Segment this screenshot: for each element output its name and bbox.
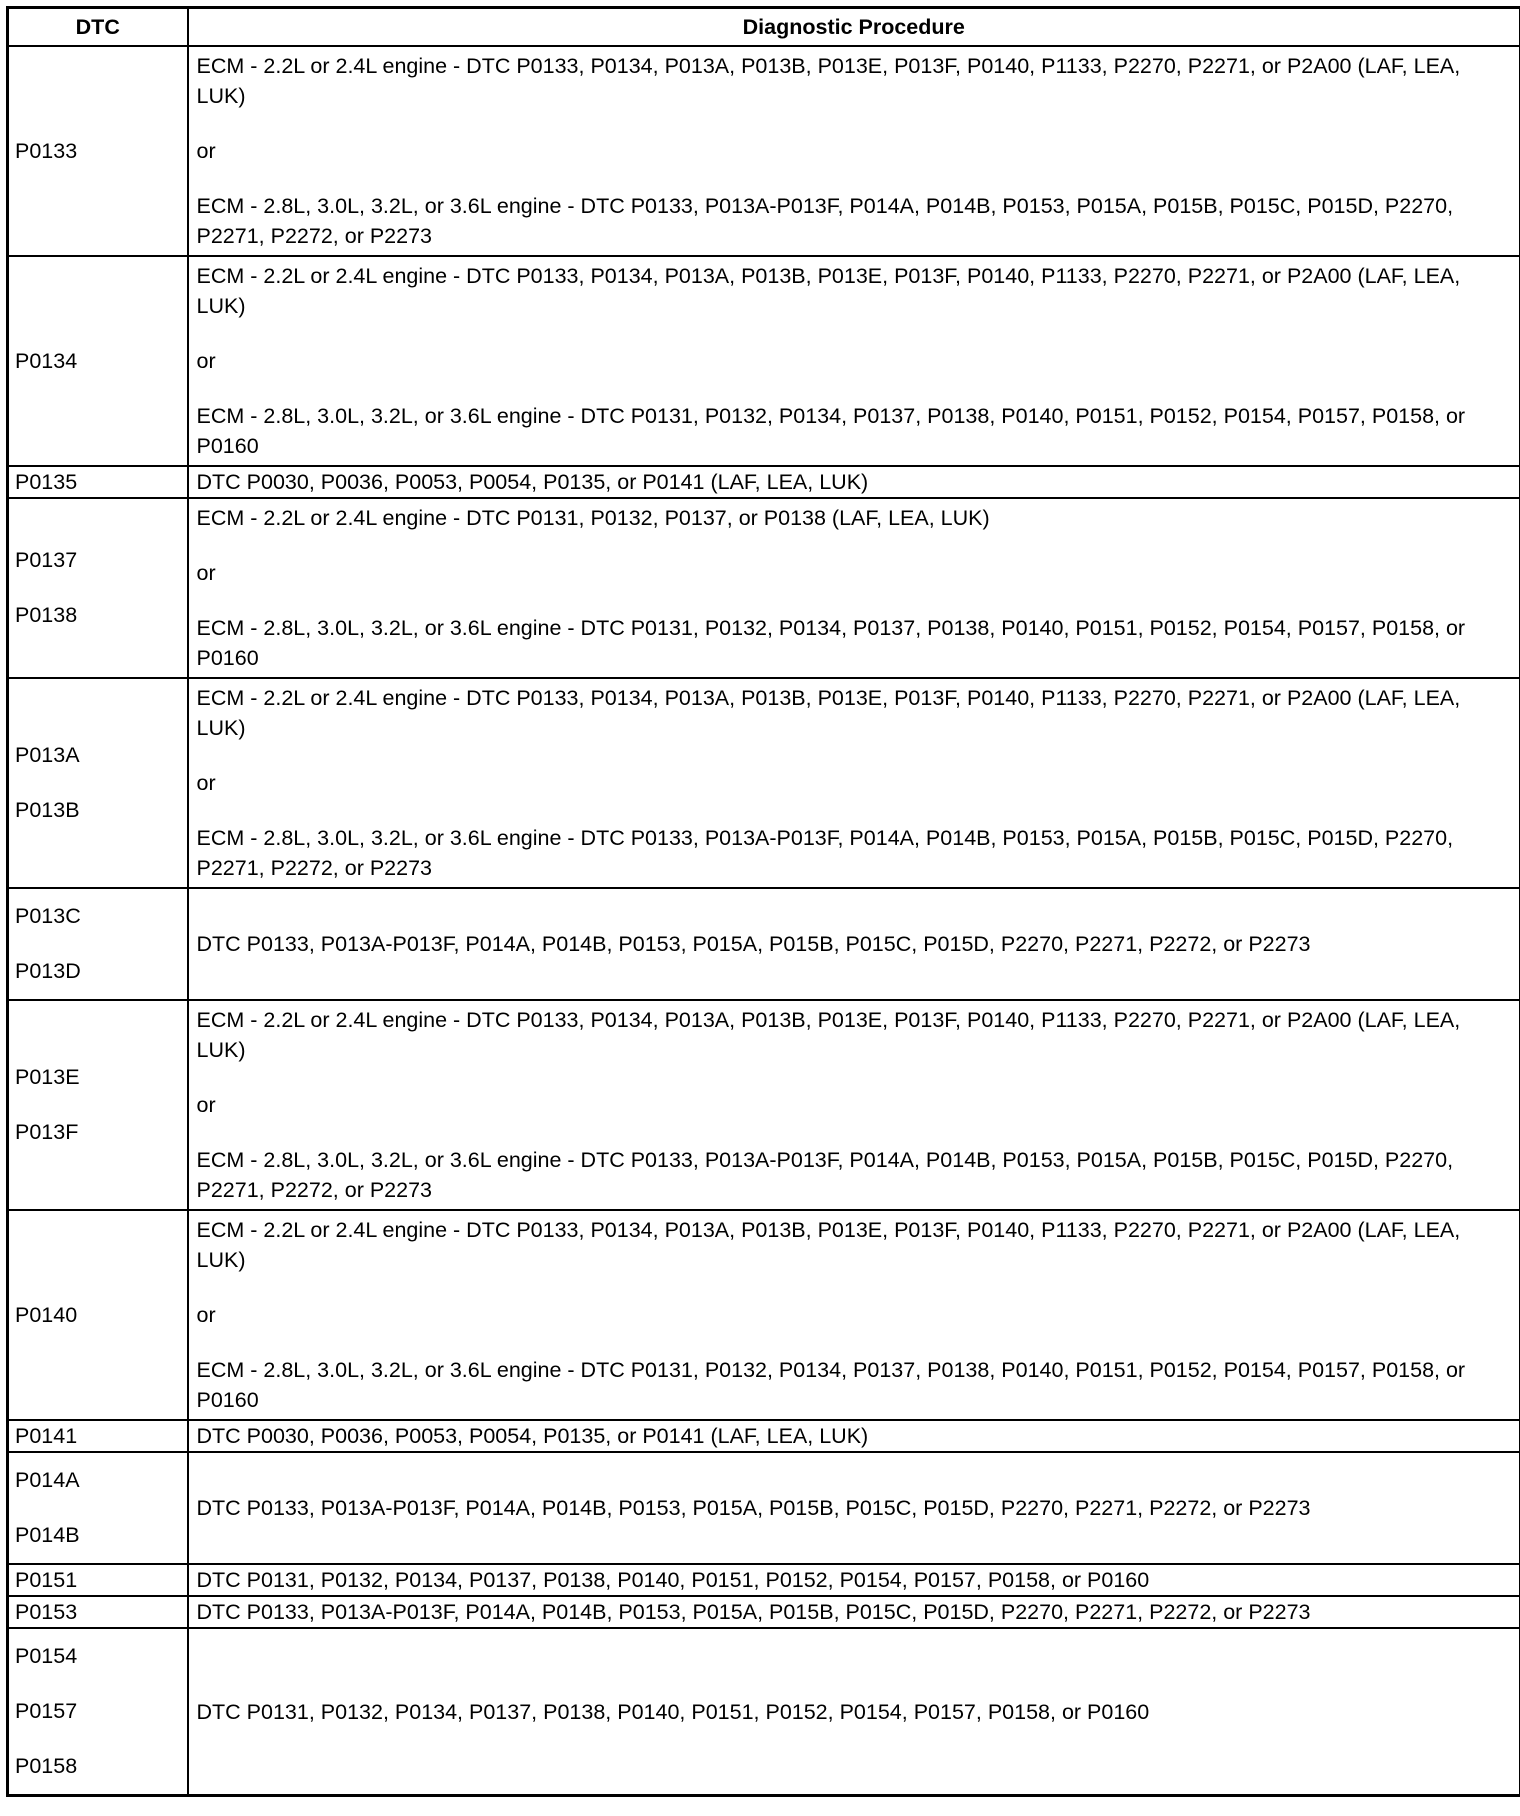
table-row: [8, 46, 1520, 256]
procedure-cell: [188, 1564, 1520, 1596]
spacer: [197, 111, 1512, 136]
table-row: [8, 888, 1520, 1000]
procedure-cell: [188, 888, 1520, 1000]
procedure-cell: [188, 1420, 1520, 1452]
dtc-code: P014A: [15, 1468, 80, 1492]
dtc-code: P014B: [15, 1523, 80, 1547]
procedure-text: ECM - 2.8L, 3.0L, 3.2L, or 3.6L engine - DTC P0131, P0132, P0134, P0137, P0138, P0140, P0151, P0152, P0154, P0157, P0158, or P0160: [196, 404, 1466, 458]
spacer: [197, 321, 1512, 346]
dtc-cell: [8, 498, 188, 678]
spacer: [197, 1275, 1512, 1300]
dtc-code: P0138: [15, 603, 78, 627]
procedure-text: ECM - 2.2L or 2.4L engine - DTC P0133, P0134, P013A, P013B, P013E, P013F, P0140, P1133, P2270, P2271, or P2A00 (LAF, LEA, LUK): [196, 264, 1461, 318]
dtc-code: P0137: [15, 548, 78, 572]
table-row: [8, 1420, 1520, 1452]
procedure-cell: [188, 1000, 1520, 1210]
or-separator: or: [196, 349, 216, 373]
procedure-text: ECM - 2.2L or 2.4L engine - DTC P0133, P0134, P013A, P013B, P013E, P013F, P0140, P1133, P2270, P2271, or P2A00 (LAF, LEA, LUK): [196, 1008, 1461, 1062]
dtc-code: P0153: [15, 1600, 78, 1624]
procedure-cell: [188, 1628, 1520, 1796]
procedure-column-header: Diagnostic Procedure: [188, 8, 1520, 47]
dtc-code: P013C: [15, 904, 81, 928]
or-separator: or: [196, 1303, 216, 1327]
spacer: [197, 1120, 1512, 1145]
procedure-cell: [188, 678, 1520, 888]
procedure-cell: [188, 466, 1520, 498]
procedure-text: ECM - 2.8L, 3.0L, 3.2L, or 3.6L engine - DTC P0131, P0132, P0134, P0137, P0138, P0140, P0151, P0152, P0154, P0157, P0158, or P0160: [196, 1358, 1466, 1412]
procedure-text: DTC P0133, P013A-P013F, P014A, P014B, P0153, P015A, P015B, P015C, P015D, P2270, P2271, P2272, or P2273: [196, 1600, 1311, 1624]
table-row: [8, 1564, 1520, 1596]
table-row: [8, 256, 1520, 466]
dtc-cell: [8, 1420, 188, 1452]
dtc-code: P0140: [15, 1302, 78, 1327]
procedure-cell: [188, 1596, 1520, 1628]
or-separator: or: [196, 1093, 216, 1117]
table-row: [8, 498, 1520, 678]
dtc-code: P013B: [15, 798, 80, 822]
procedure-cell: [188, 1210, 1520, 1420]
spacer: [197, 588, 1512, 613]
procedure-text: ECM - 2.8L, 3.0L, 3.2L, or 3.6L engine - DTC P0133, P013A-P013F, P014A, P014B, P0153, P015A, P015B, P015C, P015D, P2270, P2271, P2272, or P2273: [196, 194, 1454, 248]
dtc-code: P0133: [15, 138, 78, 163]
procedure-text: ECM - 2.8L, 3.0L, 3.2L, or 3.6L engine - DTC P0133, P013A-P013F, P014A, P014B, P0153, P015A, P015B, P015C, P015D, P2270, P2271, P2272, or P2273: [196, 826, 1454, 880]
dtc-table-container: [6, 6, 1519, 1797]
spacer: [197, 1330, 1512, 1355]
procedure-text: ECM - 2.2L or 2.4L engine - DTC P0133, P0134, P013A, P013B, P013E, P013F, P0140, P1133, P2270, P2271, or P2A00 (LAF, LEA, LUK): [196, 54, 1461, 108]
procedure-text: DTC P0131, P0132, P0134, P0137, P0138, P0140, P0151, P0152, P0154, P0157, P0158, or P0160: [196, 1568, 1150, 1592]
procedure-text: DTC P0133, P013A-P013F, P014A, P014B, P0153, P015A, P015B, P015C, P015D, P2270, P2271, P2272, or P2273: [196, 1496, 1311, 1520]
spacer: [197, 166, 1512, 191]
procedure-text: DTC P0133, P013A-P013F, P014A, P014B, P0153, P015A, P015B, P015C, P015D, P2270, P2271, P2272, or P2273: [196, 932, 1311, 956]
table-row: [8, 1210, 1520, 1420]
procedure-text: ECM - 2.2L or 2.4L engine - DTC P0133, P0134, P013A, P013B, P013E, P013F, P0140, P1133, P2270, P2271, or P2A00 (LAF, LEA, LUK): [196, 1218, 1461, 1272]
dtc-cell: [8, 1628, 188, 1796]
dtc-code: P0158: [15, 1754, 78, 1778]
procedure-text: DTC P0030, P0036, P0053, P0054, P0135, or P0141 (LAF, LEA, LUK): [196, 1424, 869, 1448]
dtc-cell: [8, 678, 188, 888]
dtc-code: P0135: [15, 470, 78, 494]
dtc-cell: [8, 1564, 188, 1596]
table-row: [8, 1596, 1520, 1628]
procedure-cell: [188, 256, 1520, 466]
table-body: [8, 46, 1520, 1796]
dtc-cell: [8, 888, 188, 1000]
dtc-cell: [8, 466, 188, 498]
procedure-text: DTC P0030, P0036, P0053, P0054, P0135, or P0141 (LAF, LEA, LUK): [196, 470, 869, 494]
dtc-code: P013F: [15, 1120, 79, 1144]
procedure-text: ECM - 2.2L or 2.4L engine - DTC P0131, P0132, P0137, or P0138 (LAF, LEA, LUK): [196, 506, 990, 530]
table-row: [8, 1000, 1520, 1210]
or-separator: or: [196, 771, 216, 795]
dtc-code: P0151: [15, 1568, 78, 1592]
procedure-cell: [188, 46, 1520, 256]
dtc-cell: [8, 1596, 188, 1628]
procedure-text: DTC P0131, P0132, P0134, P0137, P0138, P0140, P0151, P0152, P0154, P0157, P0158, or P0160: [196, 1699, 1150, 1724]
procedure-cell: [188, 1452, 1520, 1564]
or-separator: or: [196, 139, 216, 163]
dtc-column-header: DTC: [8, 8, 188, 47]
dtc-cell: [8, 1000, 188, 1210]
dtc-cell: [8, 1210, 188, 1420]
dtc-code: P013E: [15, 1065, 80, 1089]
dtc-code: P013D: [15, 959, 81, 983]
dtc-code: P0157: [15, 1699, 78, 1723]
dtc-code: P0141: [15, 1424, 78, 1448]
dtc-table: [6, 6, 1520, 1797]
procedure-text: ECM - 2.2L or 2.4L engine - DTC P0133, P0134, P013A, P013B, P013E, P013F, P0140, P1133, P2270, P2271, or P2A00 (LAF, LEA, LUK): [196, 686, 1461, 740]
table-row: [8, 1628, 1520, 1796]
procedure-text: ECM - 2.8L, 3.0L, 3.2L, or 3.6L engine - DTC P0131, P0132, P0134, P0137, P0138, P0140, P0151, P0152, P0154, P0157, P0158, or P0160: [196, 616, 1466, 670]
procedure-text: ECM - 2.8L, 3.0L, 3.2L, or 3.6L engine - DTC P0133, P013A-P013F, P014A, P014B, P0153, P015A, P015B, P015C, P015D, P2270, P2271, P2272, or P2273: [196, 1148, 1454, 1202]
table-row: [8, 678, 1520, 888]
spacer: [197, 376, 1512, 401]
dtc-cell: [8, 1452, 188, 1564]
dtc-code: P0154: [15, 1644, 78, 1668]
table-row: [8, 466, 1520, 498]
spacer: [197, 798, 1512, 823]
or-separator: or: [196, 561, 216, 585]
dtc-cell: [8, 256, 188, 466]
dtc-cell: [8, 46, 188, 256]
procedure-cell: [188, 498, 1520, 678]
table-header-row: [8, 8, 1520, 47]
spacer: [197, 743, 1512, 768]
table-row: [8, 1452, 1520, 1564]
dtc-code: P013A: [15, 743, 80, 767]
dtc-code: P0134: [15, 348, 78, 373]
spacer: [197, 533, 1512, 558]
spacer: [197, 1065, 1512, 1090]
